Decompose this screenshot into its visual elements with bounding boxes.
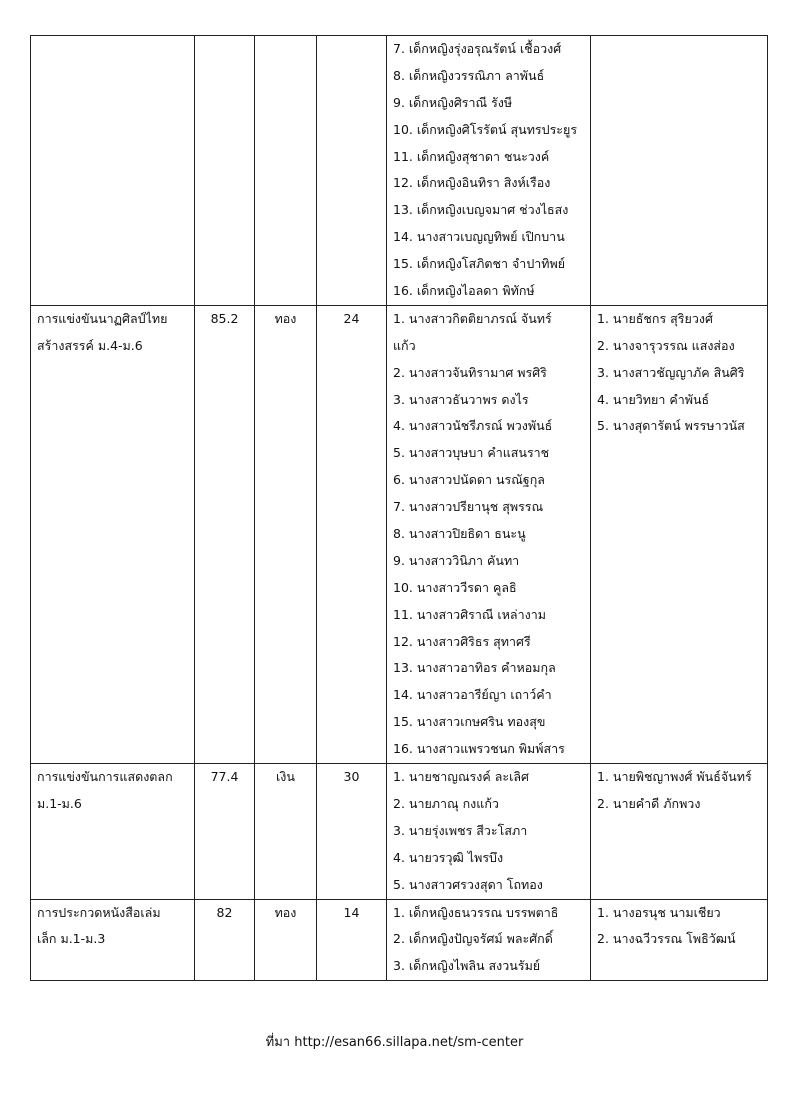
results-table-body [31, 36, 768, 981]
student-name: 7. เด็กหญิงรุ่งอรุณรัตน์ เชื้อวงศ์ [393, 41, 562, 56]
student-name: 11. นางสาวศิราณี เหล่างาม [393, 606, 546, 622]
score-value: 82 [216, 904, 233, 920]
teachers-cell [591, 764, 768, 899]
event-name-line: การแข่งขันการแสดงตลก [37, 769, 173, 785]
student-name: 1. เด็กหญิงธนวรรณ บรรพตาธิ [393, 904, 559, 920]
student-name: 6. นางสาวปนัดดา นรณัฐกุล [393, 472, 545, 488]
teacher-name: 3. นางสาวชัญญาภัค สินศิริ [597, 364, 745, 380]
teachers-cell [591, 36, 768, 306]
score-value: 77.4 [210, 769, 239, 785]
medal-value: ทอง [274, 904, 297, 920]
rank-value [317, 36, 386, 63]
student-name: 2. นางสาวจันทิรามาศ พรศิริ [393, 364, 547, 380]
student-name: 3. นางสาวธันวาพร ดงไร [393, 391, 529, 407]
teacher-name: 2. นางฉวีวรรณ โพธิวัฒน์ [597, 931, 736, 947]
score-value [195, 36, 254, 63]
student-name: 2. นายภาณุ กงแก้ว [393, 795, 499, 811]
student-name: 3. เด็กหญิงไพลิน สงวนรัมย์ [393, 958, 541, 974]
students-cell [387, 36, 591, 306]
student-name: 4. นายวรวุฒิ ไพรบึง [393, 849, 504, 865]
student-name: 16. เด็กหญิงไอลดา พิทักษ์ [393, 283, 535, 299]
results-table [30, 35, 768, 981]
table-row [31, 305, 768, 763]
student-name: 9. เด็กหญิงศิราณี รังษี [393, 94, 513, 110]
score-cell [195, 305, 255, 763]
student-name: 16. นางสาวแพรวชนก พิมพ์สาร [393, 741, 565, 757]
student-name: 12. นางสาวศิริธร สุทาศรี [393, 633, 531, 649]
score-cell [195, 764, 255, 899]
student-name: 14. นางสาวอารีย์ญา เถาว์คำ [393, 687, 552, 703]
rank-cell [317, 764, 387, 899]
student-name: 11. เด็กหญิงสุชาดา ชนะวงค์ [393, 148, 550, 164]
event-cell [31, 36, 195, 306]
student-name: 14. นางสาวเบญญทิพย์ เปิกบาน [393, 229, 565, 245]
teacher-name: 5. นางสุดารัตน์ พรรษาวนัส [597, 418, 745, 434]
rank-cell [317, 305, 387, 763]
event-cell [31, 305, 195, 763]
student-name: 5. นางสาวศรวงสุดา โถทอง [393, 876, 543, 892]
student-name: 1. นางสาวกิตติยาภรณ์ จันทร์ [393, 310, 552, 326]
student-name: 10. เด็กหญิงศิโรรัตน์ สุนทรประยูร [393, 121, 578, 137]
teacher-name: 1. นางอรนุช นามเชียว [597, 904, 721, 920]
rank-value: 30 [343, 769, 360, 785]
students-cell [387, 899, 591, 981]
teacher-name: 2. นายคำดี ภักพวง [597, 795, 701, 811]
student-name: 8. นางสาวปิยธิดา ธนะนู [393, 526, 526, 542]
teacher-name: 4. นายวิทยา คำพันธ์ [597, 391, 710, 407]
event-name-line: ม.1-ม.6 [37, 795, 82, 811]
student-name: 5. นางสาวบุษบา คำแสนราช [393, 445, 550, 461]
event-name-line: เล็ก ม.1-ม.3 [37, 931, 106, 947]
medal-value [255, 36, 316, 63]
source-footer: ที่มา http://esan66.sillapa.net/sm-center [265, 1035, 524, 1050]
score-cell [195, 36, 255, 306]
score-value: 85.2 [210, 310, 239, 326]
student-name: 15. เด็กหญิงโสภิตชา จำปาทิพย์ [393, 256, 566, 272]
rank-value: 14 [343, 904, 360, 920]
student-name: 1. นายชาญณรงค์ ละเลิศ [393, 769, 529, 785]
student-name: 2. เด็กหญิงปัญจรัศม์ พละศักดิ์ [393, 931, 553, 947]
table-row [31, 36, 768, 306]
teachers-cell [591, 305, 768, 763]
medal-cell [255, 36, 317, 306]
table-row [31, 899, 768, 981]
teachers-cell [591, 899, 768, 981]
student-name: แก้ว [393, 337, 416, 353]
score-cell [195, 899, 255, 981]
student-name: 8. เด็กหญิงวรรณิภา ลาพันธ์ [393, 67, 545, 83]
event-name-line: สร้างสรรค์ ม.4-ม.6 [37, 337, 143, 353]
event-name-line: การแข่งขันนาฏศิลป์ไทย [37, 310, 168, 326]
event-cell [31, 899, 195, 981]
medal-value: ทอง [274, 310, 297, 326]
student-name: 7. นางสาวปรียานุช สุพรรณ [393, 499, 544, 515]
table-row [31, 764, 768, 899]
student-name: 10. นางสาววีรดา คูลธิ [393, 579, 517, 595]
teacher-name: 2. นางจารุวรรณ แสงส่อง [597, 337, 735, 353]
teacher-name: 1. นายพิชญาพงศ์ พันธ์จันทร์ [597, 769, 752, 785]
student-name: 13. นางสาวอาทิอร คำหอมกุล [393, 660, 556, 676]
student-name: 12. เด็กหญิงอินทิรา สิงห์เรือง [393, 175, 551, 191]
student-name: 3. นายรุ่งเพชร สีวะโสภา [393, 822, 528, 838]
medal-cell [255, 764, 317, 899]
event-name-line: การประกวดหนังสือเล่ม [37, 904, 161, 920]
student-name: 4. นางสาวนัชรีภรณ์ พวงพันธ์ [393, 418, 553, 434]
medal-value: เงิน [276, 769, 295, 785]
student-name: 9. นางสาววินิภา คันทา [393, 552, 520, 568]
rank-cell [317, 36, 387, 306]
student-name: 15. นางสาวเกษศริน ทองสุข [393, 714, 546, 730]
medal-cell [255, 305, 317, 763]
students-cell [387, 305, 591, 763]
event-cell [31, 764, 195, 899]
teacher-name: 1. นายธัชกร สุริยวงศ์ [597, 310, 713, 326]
medal-cell [255, 899, 317, 981]
rank-cell [317, 899, 387, 981]
rank-value: 24 [343, 310, 360, 326]
student-name: 13. เด็กหญิงเบญจมาศ ช่วงไธสง [393, 202, 569, 218]
students-cell [387, 764, 591, 899]
